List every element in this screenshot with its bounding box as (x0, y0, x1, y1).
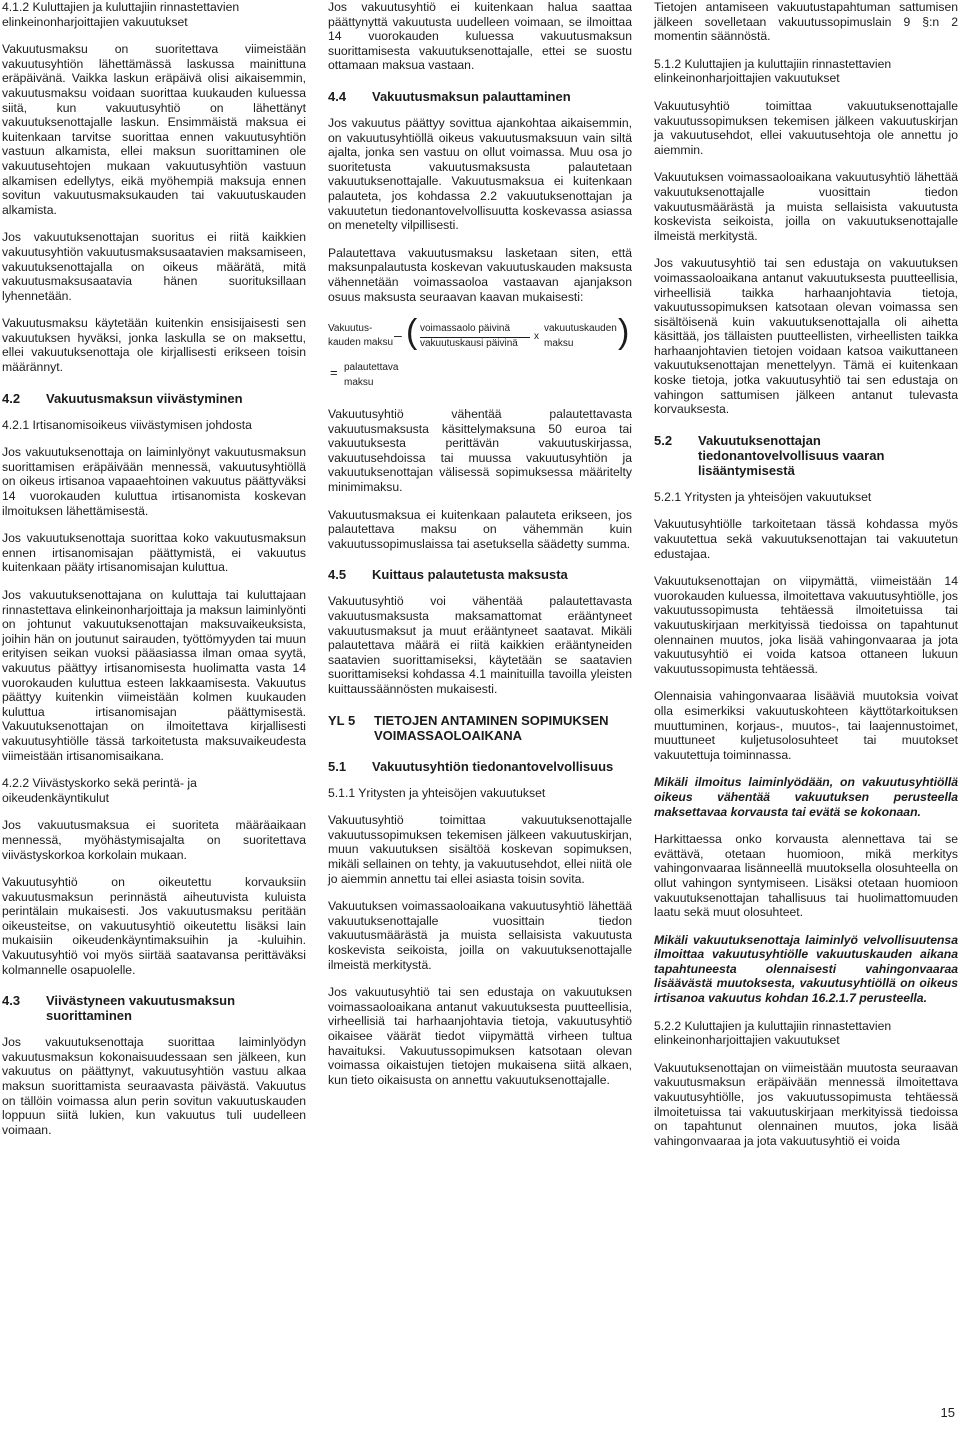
chapter-yl5-heading (328, 713, 632, 743)
formula-denominator: vakuutuskausi päivinä (420, 338, 518, 350)
section-title: Kuittaus palautetusta maksusta (372, 567, 568, 583)
section-title: Vakuutusmaksun viivästyminen (46, 390, 243, 406)
chapter-number: YL 5 (328, 712, 356, 728)
column-middle (328, 0, 632, 1100)
paragraph: Jos vakuutuksenottaja on laiminlyönyt vakuutusmaksun suorittamisen eräpäivään mennessä, vakuutusyhtiöllä on oikeus irtisanoa vapaaehtoinen vakuutus päättyväksi 14 vuorokauden kuluttua irtisanomista koskevan ilmoituksen lähettämisestä. (2, 445, 306, 518)
section-4-1-2-title: 4.1.2 Kuluttajien ja kuluttajiin rinnastettavien elinkeinonharjoittajien vakuutukset (2, 0, 240, 29)
paragraph: Jos vakuutuksenottaja suorittaa koko vakuutusmaksun ennen irtisanomisajan päättymistä, ei vakuutus kuitenkaan pääty irtisanomisajan kuluttua. (2, 531, 306, 575)
paragraph: Vakuutusyhtiö vähentää palautettavasta vakuutusmaksusta käsittelymaksuna 50 euroa tai vakuutuksesta perittävän vakuutuskirjassa, vakuutusehdoissa tai muussa vakuutusyhtiön ja vakuutuksenottajan välisessä sopimuksessa määritelty minimimaksu. (328, 407, 632, 495)
formula-term: kauden maksu (328, 337, 394, 349)
page-number: 15 (940, 1405, 955, 1420)
section-5-2-heading (654, 433, 958, 478)
formula-result: maksu (344, 377, 374, 389)
section-title: Vakuutusyhtiön tiedonantovelvollisuus (372, 758, 614, 774)
chapter-title: TIETOJEN ANTAMINEN SOPIMUKSEN VOIMASSAOLOAIKANA (374, 712, 609, 743)
section-4-2-1-title: 4.2.1 Irtisanomisoikeus viivästymisen johdosta (2, 417, 252, 432)
paragraph: Jos vakuutuksenottajana on kuluttaja tai kuluttajaan rinnastettava elinkeinonharjoittaja ja maksun laiminlyönti on johtunut vakuutuksenottajan maksuvaikeuksista, joihin hän on joutunut sairauden, työttömyyden tai muun erityisen seikan vuoksi pääasiassa ilman omaa syytä, vakuutus päättyy irtisanomisesta huolimatta vasta 14 vuorokauden kuluttua esteen lakkaamisesta. Vakuutus päättyy kuitenkin viimeistään kolmen kuukauden kuluttua irtisanomisajan päättymisestä. Vakuutuksenottajan on ilmoitettava kirjallisesti vakuutusyhtiölle tässä tarkoitetusta maksuvaikeudesta viimeistään irtisanomisaikana. (2, 588, 306, 763)
section-4-2-2-title: 4.2.2 Viivästyskorko sekä perintä- ja oikeudenkäyntikulut (2, 776, 197, 805)
paragraph: Jos vakuutuksenottaja suorittaa laiminlyödyn vakuutusmaksun kokonaisuudessaan sen jälkeen, kun vakuutus on päättynyt, vakuutusyhtiön vastuu alkaa maksun suorittamista seuraavasta päivästä. Vakuutus on tällöin voimassa alun perin sovitun vakuutuskauden loppuun siitä lukien, kun vakuutus tuli uudelleen voimaan. (2, 1035, 306, 1137)
section-number: 4.5 (328, 567, 347, 583)
formula-term: maksu (544, 338, 574, 350)
paragraph: Jos vakuutus päättyy sovittua ajankohtaa aikaisemmin, on vakuutusyhtiöllä oikeus vakuutusmaksuun vain siltä ajalta, jonka sen vastuu on ollut voimassa. Muu osa jo suoritetusta vakuutusmaksusta palautetaan vakuutuksenottajalle. Vakuutusmaksua ei kuitenkaan palauteta, jos kohdassa 2.2 vakuutuksenottajan ja vakuutetun tiedonantovelvollisuutta koskevassa asiassa on menetelty vilpillisesti. (328, 115, 632, 233)
section-5-2-2-title: 5.2.2 Kuluttajien ja kuluttajiin rinnastettavien elinkeinonharjoittajien vakuutukset (654, 1018, 892, 1048)
formula-numerator: voimassaolo päivinä (420, 323, 511, 335)
section-title: Vakuutusmaksun palauttaminen (372, 88, 571, 104)
column-right (654, 0, 958, 1161)
paragraph: Vakuutusmaksu on suoritettava viimeistään vakuutusyhtiön lähettämässä laskussa mainittuna eräpäivänä. Vaikka laskun eräpäivä olisi aikaisemmin, vakuutusmaksu voidaan suorittaa kuukauden kuluessa siitä, kun vakuutusyhtiö on lähettänyt vakuutuksenottajalle laskun. Ensimmäistä maksua ei kuitenkaan tarvitse suorittaa ennen vakuutusyhtiön vastuun alkamista, ellei maksun suorittaminen ole vakuutusehtojen mukaan vakuutusyhtiön vastuun alkamisen edellytys, eikä myöhempiä maksuja ennen sovitun vakuutusmaksukauden tai vakuutuskauden alkamista. (2, 42, 306, 217)
section-title: Viivästyneen vakuutusmaksun suorittaminen (46, 993, 236, 1024)
paragraph: Vakuutusmaksu käytetään kuitenkin ensisijaisesti sen vakuutuksen hyväksi, jonka laskulla se on maksettu, ellei vakuutuksenottaja ole kirjallisesti erikseen toisin määrännyt. (2, 316, 306, 375)
section-number: 4.4 (328, 88, 347, 104)
section-number: 5.2 (654, 432, 673, 448)
paragraph: Vakuutusyhtiö voi vähentää palautettavasta vakuutusmaksusta maksamattomat erääntyneet vakuutusmaksut ja muut erääntyneet saatavat. Mikäli palautettava määrä ei riitä kaikkien erääntyneiden saatavien suorittamiseksi, käytetään se saatavien suorittamiseksi kohdassa 4.1 mainituilla tavoilla yleisten kuittaussäännösten mukaisesti. (328, 594, 632, 696)
column-left (2, 0, 306, 1150)
formula-minus: – (394, 327, 402, 344)
section-number: 4.2 (2, 390, 21, 406)
paragraph: Jos vakuutusmaksua ei suoriteta määräaikaan mennessä, myöhästymisajalta on suoritettava viivästyskorkoa korkolain mukaan. (2, 818, 306, 862)
section-5-2-1-title: 5.2.1 Yritysten ja yhteisöjen vakuutukset (654, 489, 872, 504)
section-5-1-heading (328, 759, 632, 774)
paragraph: Tietojen antamiseen vakuutustapahtuman sattumisen jälkeen sovelletaan vakuutussopimuslain 9 §:n 2 momentin säännöstä. (654, 0, 958, 44)
paragraph: Jos vakuutusyhtiö tai sen edustaja on vakuutuksen voimassaoloaikana antanut vakuutuksesta puutteellisia, virheellisiä tai harhaanjohtavia tietoja, vakuutusyhtiö oikaisee väärät tiedot viipymättä virheen tultua havaituksi. Vakuutussopimuksen katsotaan olevan voimassa oikaistujen tietojen mukaisena siitä alkaen, kun tieto oikaisusta on annettu vakuutuksenottajalle. (328, 985, 632, 1087)
section-5-1-2-title: 5.1.2 Kuluttajien ja kuluttajiin rinnastettavien elinkeinonharjoittajien vakuutukset (654, 56, 892, 86)
section-4-5-heading (328, 567, 632, 582)
paragraph: Vakuutusyhtiö toimittaa vakuutuksenottajalle vakuutussopimuksen tekemisen jälkeen vakuutuskirjan ja vakuutusehdot, ellei vakuutusehtoja ole annettu jo aiemmin. (654, 98, 958, 157)
section-number: 5.1 (328, 758, 347, 774)
section-4-3-heading (2, 993, 306, 1023)
formula-result: palautettava (344, 362, 399, 374)
formula-equals: = (330, 365, 338, 381)
paragraph: Vakuutuksenottajan on viimeistään muutosta seuraavan vakuutusmaksun eräpäivään mennessä ilmoitettava vakuutusyhtiölle, jos vakuutussopimusta tehtäessä ilmoitetuissa tai vakuutuskirjaan merkityissä tiedoissa on tapahtunut olennainen muutos, joka lisää vahingonvaaraa ja jota vakuutusyhtiö ei voida (654, 1060, 958, 1148)
paragraph: Jos vakuutusyhtiö ei kuitenkaan halua saattaa päättynyttä vakuutusta uudelleen voimaan, se ilmoittaa 14 vuorokauden kuluessa vakuutusmaksun suorittamisesta vakuutuksenottajalle, ettei se suostu ottamaan maksua vastaan. (328, 0, 632, 73)
section-4-4-heading (328, 89, 632, 104)
paragraph: Vakuutusyhtiölle tarkoitetaan tässä kohdassa myös vakuutettua sekä vakuutuksenottajan tai vakuutetun edustajaa. (654, 517, 958, 561)
formula-paren-close: ) (618, 313, 630, 352)
formula-times: x (534, 331, 539, 343)
emphasis-paragraph: Mikäli ilmoitus laiminlyödään, on vakuutusyhtiöllä oikeus vähentää vakuutuksen perusteella maksettavaa korvausta tai evätä se kokonaan. (654, 775, 958, 819)
section-4-2-heading (2, 391, 306, 406)
section-title: Vakuutuksenottajan tiedonantovelvollisuus vaaran lisääntymisestä (698, 432, 885, 478)
formula-paren-open: ( (406, 313, 418, 352)
paragraph: Olennaisia vahingonvaaraa lisääviä muutoksia voivat olla esimerkiksi vakuutuskohteen käyttötarkoituksen muuttuminen, korjaus-, muutos-, tai laajennustoimet, muuttuneet kuljetusolosuhteet tai muutokset vakuutettuja toiminnassa. (654, 689, 958, 762)
paragraph: Vakuutusyhtiö toimittaa vakuutuksenottajalle vakuutussopimuksen tekemisen jälkeen vakuutuskirjan, muun vakuutuksen sisältöä koskevan sopimuksen, mikäli sellainen on tehty, ja vakuutusehdot, ellei niitä ole jo aiemmin annettu tai ellei asiasta toisin sovita. (328, 813, 632, 886)
paragraph: Vakuutusyhtiö on oikeutettu korvauksiin vakuutusmaksun perinnästä aiheutuvista kuluista perintälain mukaisesti. Jos vakuutusmaksu peritään oikeusteitse, on vakuutusyhtiö oikeutettu lisäksi lain mukaisiin oikeudenkäyntimaksuihin ja -kuluihin. Vakuutusyhtiö voi myös siirtää saatavansa perittäväksi kolmannelle osapuolelle. (2, 875, 306, 977)
section-number: 4.3 (2, 993, 21, 1009)
paragraph: Palautettava vakuutusmaksu lasketaan siten, että maksunpalautusta koskevan vakuutuskauden maksusta vähennetään voimassaoloa vastaavan ajanjakson osuus maksusta seuraavan kaavan mukaisesti: (328, 245, 632, 304)
refund-formula (328, 313, 632, 397)
paragraph: Vakuutuksen voimassaoloaikana vakuutusyhtiö lähettää vakuutuksenottajalle vuosittain tiedon vakuutusmäärästä ja muista sellaisista vakuutusta koskevista seikoista, joilla on vakuutuksenottajalle ilmeistä merkitystä. (328, 899, 632, 972)
paragraph: Vakuutusmaksua ei kuitenkaan palauteta erikseen, jos palautettava maksu on vähemmän kuin vakuutussopimuslaissa tai asetuksella säädetty summa. (328, 507, 632, 551)
paragraph: Harkittaessa onko korvausta alennettava tai se evättävä, otetaan huomioon, mikä merkitys vahingonvaaraa lisänneellä muutoksella olosuhteella on ollut vahingon syntymiseen. Lisäksi otetaan huomioon vakuutuksenottajan tahallisuus tai huolimattomuuden laatu sekä muut olosuhteet. (654, 832, 958, 920)
section-5-1-1-title: 5.1.1 Yritysten ja yhteisöjen vakuutukset (328, 785, 546, 800)
emphasis-paragraph: Mikäli vakuutuksenottaja laiminlyö velvollisuutensa ilmoittaa vakuutusyhtiölle vakuutuskauden aikana tapahtuneesta olennaisesti vahingonvaaraa lisäävästä muutoksesta, vakuutusyhtiöllä on oikeus irtisanoa vakuutus kohdan 16.2.1.7 perusteella. (654, 932, 958, 1006)
formula-term: vakuutuskauden (544, 323, 617, 335)
paragraph: Vakuutuksen voimassaoloaikana vakuutusyhtiö lähettää vakuutuksenottajalle vuosittain tiedon vakuutusmäärästä ja muista sellaisista vakuutusta koskevista seikoista, joilla on vakuutuksenottajalle ilmeistä merkitystä. (654, 170, 958, 243)
paragraph: Jos vakuutuksenottajan suoritus ei riitä kaikkien vakuutusyhtiön vakuutusmaksusaatavien maksamiseen, vakuutuksenottajalla on oikeus määrätä, mitä vakuutusmaksusaatavia hänen suorituksillaan lyhennetään. (2, 230, 306, 303)
formula-term: Vakuutus- (328, 323, 373, 335)
paragraph: Jos vakuutusyhtiö tai sen edustaja on vakuutuksen voimassaoloaikana antanut vakuutuksesta puutteellisia, virheellisiä taikka harhaanjohtavia tietoja, vakuutussopimuksen katsotaan olevan voimassa sen sisältöisenä kuin vakuutuksenottajalla oli aihetta käsittää, jos tällaisten puutteellisten, virheellisten taikka harhaanjohtavien tietojen voidaan katsoa vaikuttaneen vakuutuksenottajan menettelyyn. Tämä ei kuitenkaan koske tietoja, jotka vakuutusyhtiö tai sen edustaja on vahingon sattumisen jälkeen antanut tulevasta korvauksesta. (654, 256, 958, 417)
paragraph: Vakuutuksenottajan on viipymättä, viimeistään 14 vuorokauden kuluessa, ilmoitettava vakuutusyhtiölle, jos vakuutussopimusta tehtäessä ilmoitetuissa tai vakuutuskirjaan merkityissä tiedoissa on tapahtunut olennainen muutos, joka lisää vahingonvaaraa ja jota vakuutusyhtiö ei voida katsoa ottaneen lukuun vakuutussopimusta tehtäessä. (654, 574, 958, 676)
